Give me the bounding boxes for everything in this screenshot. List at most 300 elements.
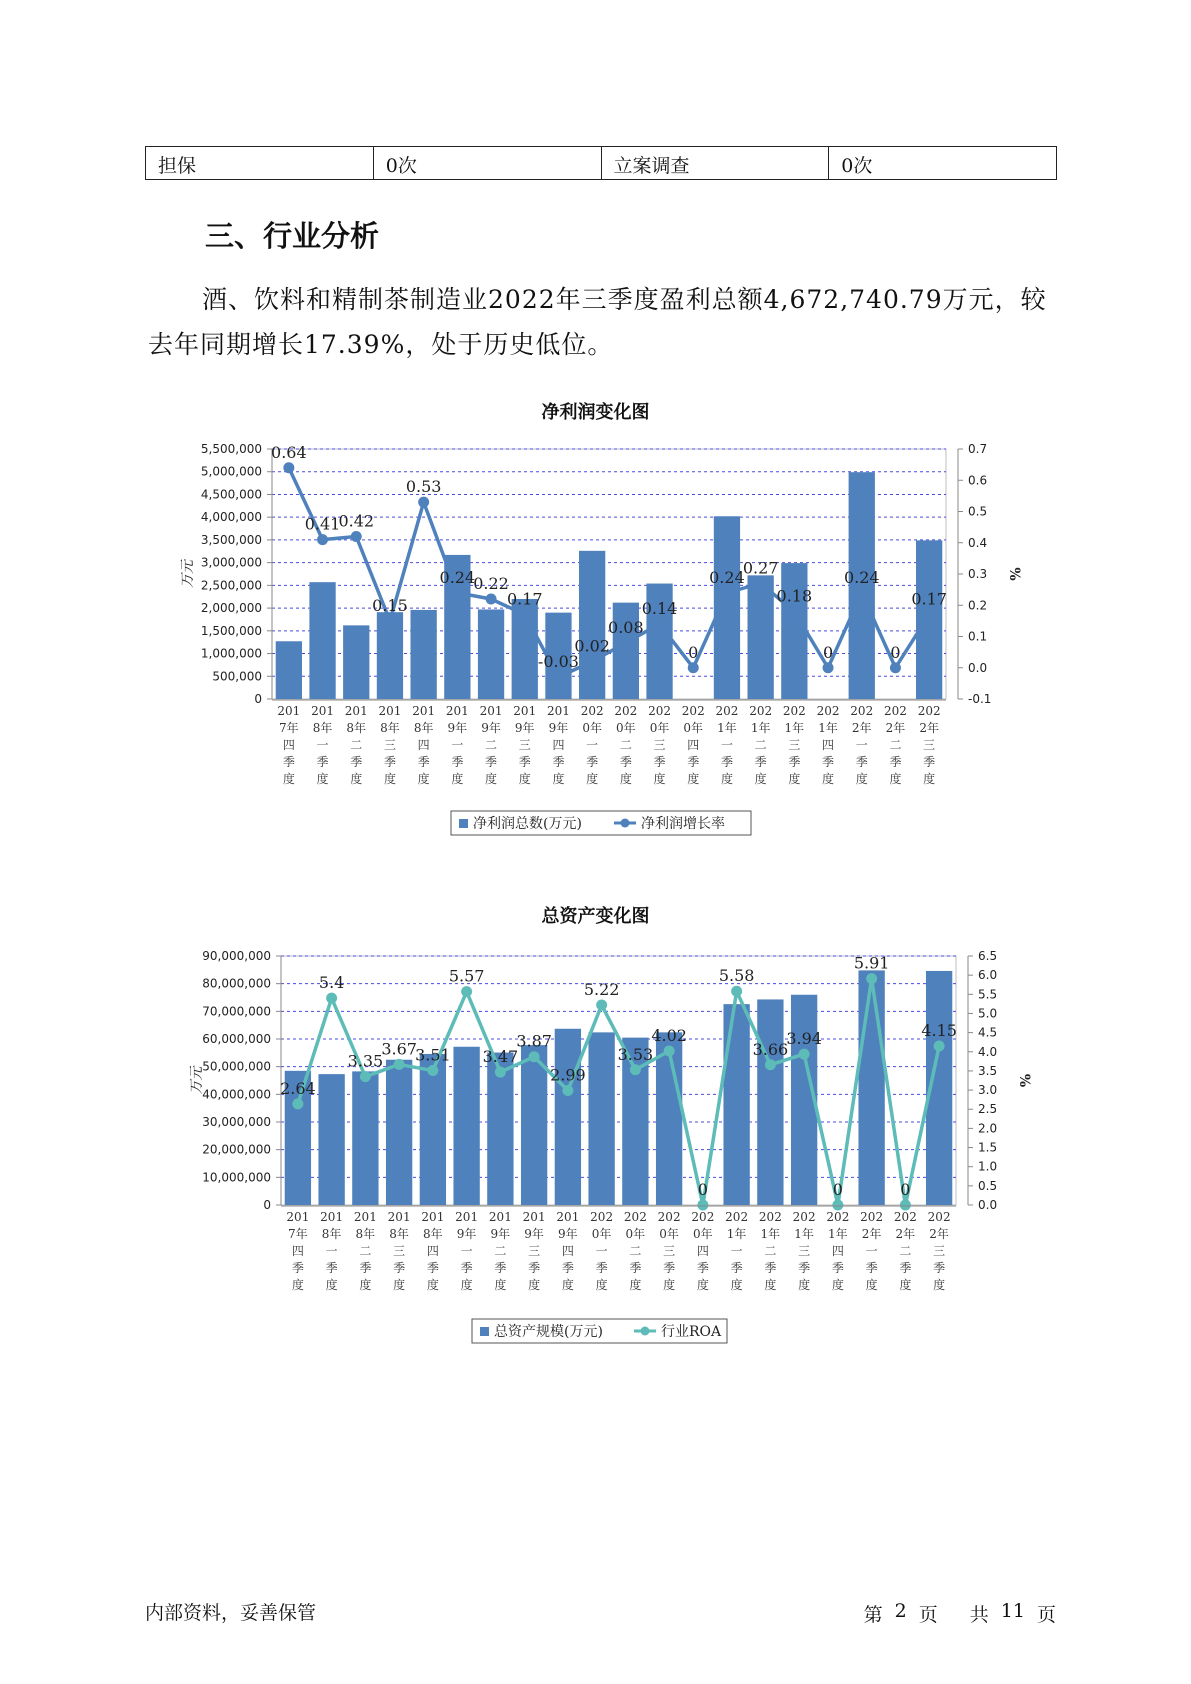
x-tick-line: 9年 bbox=[514, 721, 535, 735]
risk-table bbox=[145, 146, 1057, 180]
right-tick-label: 4.0 bbox=[978, 1044, 998, 1059]
x-tick-line: 季 bbox=[696, 1261, 709, 1275]
y-axis-title: 万元 bbox=[180, 560, 196, 588]
x-tick-line: 四 bbox=[831, 1244, 844, 1258]
line-point bbox=[596, 1000, 607, 1011]
x-tick-line: 一 bbox=[720, 738, 733, 752]
x-tick-label bbox=[513, 704, 536, 786]
right-tick-label: 0.6 bbox=[968, 473, 988, 488]
line-point bbox=[351, 531, 362, 542]
x-tick-line: 季 bbox=[653, 755, 666, 769]
x-tick-line: 度 bbox=[494, 1278, 507, 1292]
x-tick-line: 1年 bbox=[828, 1227, 848, 1241]
right-tick-label: 4.5 bbox=[978, 1025, 998, 1040]
x-tick-line: 四 bbox=[291, 1244, 304, 1258]
bar bbox=[386, 1060, 412, 1205]
x-tick-line: 202 bbox=[816, 704, 840, 718]
data-label: 5.91 bbox=[853, 953, 890, 973]
x-tick-line: 季 bbox=[798, 1261, 811, 1275]
x-tick-line: 度 bbox=[933, 1278, 946, 1292]
x-tick-label bbox=[715, 704, 738, 786]
x-tick-label bbox=[725, 1210, 748, 1292]
x-tick-line: 度 bbox=[764, 1278, 777, 1292]
x-tick-line: 0年 bbox=[625, 1227, 646, 1241]
line-point bbox=[562, 1085, 573, 1096]
x-tick-line: 9年 bbox=[548, 721, 569, 735]
x-tick-line: 季 bbox=[586, 755, 599, 769]
x-tick-line: 一 bbox=[451, 738, 464, 752]
x-tick-line: 201 bbox=[387, 1210, 411, 1224]
x-tick-label bbox=[311, 704, 334, 786]
x-tick-line: 0年 bbox=[649, 721, 670, 735]
x-tick-line: 2年 bbox=[861, 1227, 882, 1241]
x-tick-line: 0年 bbox=[683, 721, 704, 735]
x-tick-label bbox=[884, 704, 907, 786]
x-tick-line: 201 bbox=[556, 1210, 580, 1224]
x-tick-line: 1年 bbox=[726, 1227, 747, 1241]
bar bbox=[411, 610, 437, 699]
x-tick-line: 季 bbox=[720, 755, 733, 769]
line-point bbox=[360, 1071, 371, 1082]
data-label: 0 bbox=[688, 642, 699, 662]
line-point bbox=[866, 973, 877, 984]
x-tick-line: 一 bbox=[325, 1244, 338, 1258]
x-tick-label bbox=[793, 1210, 816, 1292]
x-tick-line: 度 bbox=[788, 772, 801, 786]
x-tick-label bbox=[480, 704, 503, 786]
data-label: 4.02 bbox=[651, 1026, 687, 1046]
right-tick-label: 0.5 bbox=[978, 1178, 998, 1193]
x-tick-line: 度 bbox=[291, 1278, 304, 1292]
x-tick-line: 二 bbox=[619, 738, 632, 752]
line-point bbox=[326, 993, 337, 1004]
x-tick-label bbox=[556, 1210, 579, 1292]
x-tick-line: 201 bbox=[320, 1210, 344, 1224]
x-tick-line: 7年 bbox=[279, 721, 299, 735]
left-tick-label: 20,000,000 bbox=[202, 1142, 271, 1157]
x-tick-line: 一 bbox=[730, 1244, 743, 1258]
x-tick-line: 度 bbox=[325, 1278, 338, 1292]
data-label: 0 bbox=[697, 1180, 708, 1199]
line-point bbox=[317, 534, 328, 545]
x-tick-line: 度 bbox=[730, 1278, 743, 1292]
x-tick-line: 202 bbox=[623, 1210, 647, 1224]
x-tick-line: 三 bbox=[393, 1244, 406, 1258]
line-point bbox=[765, 1059, 776, 1070]
right-tick-label: 1.5 bbox=[978, 1140, 998, 1155]
x-tick-label bbox=[648, 704, 671, 786]
line-point bbox=[856, 587, 867, 598]
x-tick-line: 9年 bbox=[558, 1227, 578, 1241]
x-tick-line: 季 bbox=[865, 1261, 878, 1275]
x-tick-line: 四 bbox=[417, 738, 430, 752]
x-tick-label bbox=[345, 704, 368, 786]
total-assets-chart-svg bbox=[0, 936, 1191, 1386]
x-tick-label bbox=[817, 704, 840, 786]
line-point bbox=[620, 637, 631, 648]
data-label: 0.17 bbox=[911, 589, 947, 609]
x-tick-line: 度 bbox=[855, 772, 868, 786]
data-label: 5.58 bbox=[718, 966, 755, 986]
x-tick-line: 2年 bbox=[885, 721, 906, 735]
x-tick-line: 四 bbox=[561, 1244, 574, 1258]
page-unit: 页 bbox=[918, 1604, 938, 1626]
data-label: 3.53 bbox=[617, 1044, 654, 1064]
x-tick-line: 0年 bbox=[616, 721, 636, 735]
data-label: -0.03 bbox=[537, 652, 579, 672]
x-tick-line: 0年 bbox=[659, 1227, 679, 1241]
line-point bbox=[924, 609, 935, 620]
line-point bbox=[486, 594, 497, 605]
x-tick-label bbox=[691, 1210, 714, 1292]
left-tick-label: 0 bbox=[263, 1198, 271, 1212]
page-num: 2 bbox=[894, 1600, 907, 1622]
right-tick-label: 0.0 bbox=[978, 1198, 998, 1212]
bar bbox=[858, 970, 884, 1205]
left-tick-label: 30,000,000 bbox=[202, 1115, 271, 1129]
section-summary: 酒、饮料和精制茶制造业2022年三季度盈利总额4,672,740.79万元，较去年同期增长17.39%，处于历史低位。 bbox=[148, 285, 1047, 359]
line-point bbox=[664, 1046, 675, 1057]
x-tick-label bbox=[894, 1210, 917, 1292]
x-tick-line: 二 bbox=[629, 1244, 642, 1258]
bar bbox=[420, 1054, 446, 1205]
x-tick-line: 三 bbox=[518, 738, 531, 752]
data-label: 0.08 bbox=[608, 617, 644, 637]
x-tick-label bbox=[860, 1210, 883, 1292]
page-number bbox=[864, 1600, 1056, 1627]
page-word: 第 bbox=[863, 1604, 883, 1626]
data-label: 3.67 bbox=[381, 1039, 417, 1059]
bar bbox=[748, 575, 774, 699]
right-tick-label: 0.3 bbox=[968, 567, 988, 581]
line-point bbox=[427, 1065, 438, 1076]
left-tick-label: 90,000,000 bbox=[202, 949, 271, 963]
section-heading: 三、行业分析 bbox=[205, 219, 380, 253]
x-tick-line: 2年 bbox=[851, 721, 872, 735]
x-tick-label bbox=[918, 704, 941, 786]
data-label: 0.24 bbox=[439, 567, 476, 587]
data-label: 0.42 bbox=[338, 511, 375, 531]
legend-label: 行业ROA bbox=[661, 1324, 722, 1340]
x-tick-line: 度 bbox=[653, 772, 666, 786]
x-tick-line: 三 bbox=[528, 1244, 541, 1258]
bar bbox=[309, 582, 335, 699]
x-tick-line: 四 bbox=[552, 738, 565, 752]
total-num: 11 bbox=[1000, 1600, 1025, 1622]
x-tick-label bbox=[388, 1210, 411, 1292]
x-tick-label bbox=[749, 704, 772, 786]
x-tick-line: 季 bbox=[687, 755, 700, 769]
table-cell: 0次 bbox=[829, 147, 1057, 180]
x-tick-line: 季 bbox=[764, 1261, 777, 1275]
x-tick-line: 201 bbox=[277, 704, 301, 718]
line-point bbox=[461, 986, 472, 997]
x-tick-line: 202 bbox=[826, 1210, 850, 1224]
right-tick-label: 5.0 bbox=[978, 1006, 998, 1021]
x-tick-line: 1年 bbox=[794, 1227, 814, 1241]
bar bbox=[579, 551, 605, 699]
x-tick-line: 0年 bbox=[582, 721, 602, 735]
bar bbox=[521, 1045, 547, 1205]
x-tick-line: 季 bbox=[899, 1261, 912, 1275]
x-tick-line: 季 bbox=[552, 755, 565, 769]
x-tick-line: 度 bbox=[282, 772, 295, 786]
x-tick-line: 202 bbox=[860, 1210, 884, 1224]
x-tick-line: 8年 bbox=[423, 1227, 443, 1241]
x-tick-line: 度 bbox=[754, 772, 767, 786]
x-tick-line: 度 bbox=[822, 772, 835, 786]
x-tick-line: 202 bbox=[648, 704, 672, 718]
x-tick-line: 1年 bbox=[717, 721, 737, 735]
x-tick-line: 202 bbox=[917, 704, 941, 718]
x-tick-line: 202 bbox=[782, 704, 806, 718]
bar bbox=[453, 1047, 479, 1205]
x-tick-label bbox=[455, 1210, 478, 1292]
x-tick-line: 1年 bbox=[818, 721, 838, 735]
x-tick-line: 三 bbox=[798, 1244, 811, 1258]
right-tick-label: 2.0 bbox=[978, 1121, 998, 1136]
data-label: 3.51 bbox=[415, 1045, 451, 1065]
right-tick-label: 0.5 bbox=[968, 504, 988, 519]
x-tick-line: 度 bbox=[586, 772, 599, 786]
x-tick-line: 度 bbox=[595, 1278, 608, 1292]
bar bbox=[723, 1004, 749, 1205]
line-point bbox=[384, 615, 395, 626]
line-point bbox=[688, 662, 699, 673]
x-tick-line: 度 bbox=[485, 772, 498, 786]
data-label: 0.27 bbox=[742, 558, 779, 578]
x-tick-line: 季 bbox=[923, 755, 936, 769]
total-unit: 页 bbox=[1036, 1604, 1056, 1626]
total-word: 共 bbox=[969, 1604, 989, 1626]
x-tick-line: 一 bbox=[316, 738, 329, 752]
bar bbox=[588, 1032, 614, 1205]
bar bbox=[781, 563, 807, 699]
x-tick-line: 202 bbox=[614, 704, 638, 718]
x-tick-line: 201 bbox=[378, 704, 402, 718]
x-tick-line: 三 bbox=[383, 738, 396, 752]
x-tick-line: 9年 bbox=[447, 721, 468, 735]
x-tick-line: 0年 bbox=[591, 1227, 612, 1241]
x-tick-line: 一 bbox=[460, 1244, 473, 1258]
x-tick-line: 二 bbox=[754, 738, 767, 752]
x-tick-line: 季 bbox=[282, 755, 295, 769]
x-tick-line: 度 bbox=[831, 1278, 844, 1292]
x-tick-line: 季 bbox=[417, 755, 430, 769]
data-label: 5.4 bbox=[318, 973, 345, 993]
line-point bbox=[697, 1200, 708, 1211]
x-tick-line: 202 bbox=[758, 1210, 782, 1224]
x-tick-line: 8年 bbox=[380, 721, 400, 735]
left-tick-label: 4,000,000 bbox=[200, 510, 262, 525]
x-tick-line: 三 bbox=[933, 1244, 946, 1258]
x-tick-label bbox=[378, 704, 401, 786]
left-tick-label: 2,500,000 bbox=[200, 578, 262, 593]
x-tick-line: 201 bbox=[344, 704, 368, 718]
x-tick-line: 季 bbox=[933, 1261, 946, 1275]
x-tick-line: 度 bbox=[316, 772, 329, 786]
x-tick-line: 二 bbox=[899, 1244, 912, 1258]
data-label: 3.94 bbox=[786, 1029, 822, 1049]
x-tick-label bbox=[590, 1210, 613, 1292]
x-tick-line: 季 bbox=[494, 1261, 507, 1275]
x-tick-line: 202 bbox=[883, 704, 907, 718]
x-tick-line: 四 bbox=[282, 738, 295, 752]
x-tick-label bbox=[928, 1210, 951, 1292]
x-tick-line: 202 bbox=[681, 704, 705, 718]
data-label: 0.41 bbox=[304, 514, 341, 534]
x-tick-line: 三 bbox=[923, 738, 936, 752]
line-point bbox=[553, 672, 564, 683]
x-tick-line: 202 bbox=[749, 704, 773, 718]
x-tick-label bbox=[614, 704, 637, 786]
x-tick-label bbox=[446, 704, 469, 786]
x-tick-line: 季 bbox=[393, 1261, 406, 1275]
x-tick-line: 201 bbox=[479, 704, 503, 718]
x-tick-line: 202 bbox=[590, 1210, 614, 1224]
x-tick-line: 季 bbox=[359, 1261, 372, 1275]
x-tick-line: 季 bbox=[754, 755, 767, 769]
x-tick-line: 季 bbox=[291, 1261, 304, 1275]
x-tick-line: 8年 bbox=[321, 1227, 342, 1241]
x-tick-line: 季 bbox=[629, 1261, 642, 1275]
x-tick-label bbox=[581, 704, 604, 786]
net-profit-chart-svg bbox=[0, 428, 1191, 868]
left-tick-label: 10,000,000 bbox=[202, 1170, 271, 1185]
right-tick-label: 1.0 bbox=[978, 1159, 998, 1174]
data-label: 0.24 bbox=[709, 567, 745, 587]
x-tick-line: 8年 bbox=[312, 721, 333, 735]
x-tick-line: 一 bbox=[595, 1244, 608, 1258]
x-tick-line: 季 bbox=[518, 755, 531, 769]
x-tick-line: 度 bbox=[417, 772, 430, 786]
net-profit-chart bbox=[0, 398, 1191, 868]
left-tick-label: 70,000,000 bbox=[202, 1004, 271, 1019]
data-label: 0 bbox=[900, 1180, 911, 1199]
total-assets-chart bbox=[0, 902, 1191, 1382]
x-tick-line: 度 bbox=[350, 772, 363, 786]
x-tick-line: 二 bbox=[350, 738, 363, 752]
x-tick-line: 度 bbox=[798, 1278, 811, 1292]
right-tick-label: 0.2 bbox=[968, 598, 988, 613]
x-tick-line: 季 bbox=[663, 1261, 676, 1275]
x-tick-line: 度 bbox=[687, 772, 700, 786]
data-label: 3.66 bbox=[752, 1039, 789, 1059]
x-tick-label bbox=[286, 1210, 309, 1292]
x-tick-line: 季 bbox=[460, 1261, 473, 1275]
x-tick-line: 202 bbox=[725, 1210, 749, 1224]
line-point bbox=[292, 1098, 303, 1109]
x-tick-label bbox=[489, 1210, 512, 1292]
left-tick-label: 50,000,000 bbox=[202, 1059, 271, 1074]
footer-note: 内部资料，妥善保管 bbox=[145, 1602, 317, 1624]
x-tick-line: 二 bbox=[359, 1244, 372, 1258]
x-tick-line: 202 bbox=[691, 1210, 715, 1224]
line-point bbox=[799, 1049, 810, 1060]
x-tick-line: 度 bbox=[865, 1278, 878, 1292]
x-tick-line: 度 bbox=[899, 1278, 912, 1292]
x-tick-label bbox=[658, 1210, 681, 1292]
x-tick-line: 201 bbox=[513, 704, 537, 718]
data-label: 3.47 bbox=[482, 1047, 519, 1067]
x-tick-line: 度 bbox=[923, 772, 936, 786]
x-tick-line: 季 bbox=[426, 1261, 439, 1275]
x-tick-line: 四 bbox=[696, 1244, 709, 1258]
data-label: 0.18 bbox=[776, 586, 813, 606]
x-tick-line: 季 bbox=[822, 755, 835, 769]
line-point bbox=[721, 587, 732, 598]
x-tick-label bbox=[421, 1210, 444, 1292]
x-tick-line: 季 bbox=[561, 1261, 574, 1275]
line-point bbox=[755, 578, 766, 589]
data-label: 0.14 bbox=[641, 599, 678, 618]
x-tick-label bbox=[412, 704, 435, 786]
line-point bbox=[823, 662, 834, 673]
line-point bbox=[731, 986, 742, 997]
data-label: 2.99 bbox=[550, 1065, 586, 1085]
chart-title: 净利润变化图 bbox=[541, 402, 650, 423]
x-tick-line: 9年 bbox=[490, 1227, 511, 1241]
x-tick-line: 季 bbox=[528, 1261, 541, 1275]
x-tick-line: 202 bbox=[893, 1210, 917, 1224]
x-tick-line: 度 bbox=[383, 772, 396, 786]
x-tick-line: 季 bbox=[730, 1261, 743, 1275]
x-tick-line: 度 bbox=[460, 1278, 473, 1292]
x-tick-line: 8年 bbox=[346, 721, 367, 735]
x-tick-line: 三 bbox=[663, 1244, 676, 1258]
bar bbox=[276, 641, 302, 699]
right-tick-label: 0.4 bbox=[968, 535, 988, 550]
x-tick-line: 1年 bbox=[760, 1227, 781, 1241]
x-tick-line: 201 bbox=[421, 1210, 445, 1224]
right-tick-label: 0.0 bbox=[968, 660, 988, 675]
x-tick-line: 9年 bbox=[456, 1227, 477, 1241]
x-tick-label bbox=[320, 1210, 343, 1292]
line-point bbox=[832, 1200, 843, 1211]
x-tick-line: 201 bbox=[412, 704, 436, 718]
right-tick-label: -0.1 bbox=[968, 692, 992, 706]
line-point bbox=[519, 609, 530, 620]
data-label: 3.87 bbox=[516, 1031, 552, 1051]
line-point bbox=[900, 1200, 911, 1211]
x-tick-line: 季 bbox=[595, 1261, 608, 1275]
line-point bbox=[654, 619, 665, 630]
data-label: 3.35 bbox=[347, 1051, 384, 1071]
right-tick-label: 6.0 bbox=[978, 968, 998, 983]
x-tick-line: 202 bbox=[657, 1210, 681, 1224]
bar bbox=[318, 1074, 344, 1205]
x-tick-line: 度 bbox=[696, 1278, 709, 1292]
y2-axis-title: % bbox=[1006, 567, 1022, 581]
x-tick-line: 度 bbox=[359, 1278, 372, 1292]
left-tick-label: 3,000,000 bbox=[200, 555, 262, 570]
x-tick-line: 度 bbox=[528, 1278, 541, 1292]
x-tick-line: 度 bbox=[619, 772, 632, 786]
x-tick-label bbox=[759, 1210, 782, 1292]
data-label: 5.22 bbox=[583, 980, 620, 1000]
x-tick-line: 2年 bbox=[929, 1227, 949, 1241]
x-tick-label bbox=[850, 704, 873, 786]
data-label: 0.24 bbox=[843, 567, 880, 587]
x-tick-line: 季 bbox=[485, 755, 498, 769]
y-axis-title: 万元 bbox=[189, 1066, 205, 1095]
x-tick-line: 季 bbox=[855, 755, 868, 769]
x-tick-line: 四 bbox=[426, 1244, 439, 1258]
x-tick-line: 202 bbox=[792, 1210, 816, 1224]
line-point bbox=[452, 587, 463, 598]
data-label: 0.22 bbox=[473, 574, 509, 593]
left-tick-label: 2,000,000 bbox=[200, 601, 262, 616]
